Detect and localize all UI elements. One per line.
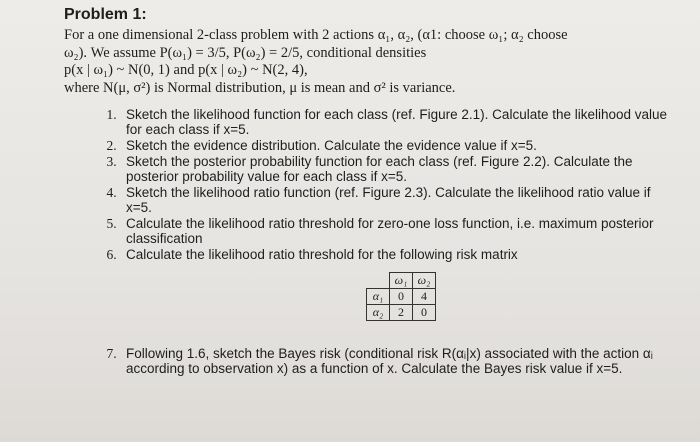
corner-cell <box>367 273 390 289</box>
matrix-cell: 2 <box>390 305 413 321</box>
task-list <box>64 107 680 376</box>
task-item-1: 1. Sketch the likelihood function for each class (ref. Figure 2.1). Calculate the likelihood value for each class if x=5. <box>120 107 680 137</box>
row-header: α₁ <box>367 289 390 305</box>
row-header: α₂ <box>367 305 390 321</box>
risk-matrix-wrapper <box>126 262 680 330</box>
intro-line: p(x | ω₁) ~ N(0, 1) and p(x | ω₂) ~ N(2, 4), <box>64 62 308 78</box>
intro-line: For a one dimensional 2-class problem with 2 actions α₁, α₂, (α1: choose ω₁; α₂ choose <box>64 27 568 43</box>
task-item-5: 5. Calculate the likelihood ratio threshold for zero-one loss function, i.e. maximum posterior classification <box>120 216 680 246</box>
matrix-cell: 0 <box>413 305 436 321</box>
task-item-4: 4. Sketch the likelihood ratio function (ref. Figure 2.3). Calculate the likelihood ratio value if x=5. <box>120 185 680 215</box>
task-item-7: 7. Following 1.6, sketch the Bayes risk (conditional risk R(αᵢ|x) associated with the action αᵢ according to observation x) as a function of x. Calculate the Bayes risk value if x=5. <box>120 346 680 376</box>
task-item-2: 2. Sketch the evidence distribution. Calculate the evidence value if x=5. <box>120 138 680 153</box>
task-item-6: 6. Calculate the likelihood ratio threshold for the following risk matrix ω₁ ω₂ α₁ 0 4 α₂ 2 0 <box>120 247 680 330</box>
task-item-3: 3. Sketch the posterior probability function for each class (ref. Figure 2.2). Calculate the posterior probability value for each class if x=5. <box>120 154 680 184</box>
problem-title: Problem 1: <box>64 6 147 23</box>
matrix-cell: 0 <box>390 289 413 305</box>
intro-line: where N(μ, σ²) is Normal distribution, μ is mean and σ² is variance. <box>64 79 456 96</box>
matrix-cell: 4 <box>413 289 436 305</box>
problem-intro <box>64 27 680 97</box>
col-header: ω₂ <box>413 273 436 289</box>
col-header: ω₁ <box>390 273 413 289</box>
risk-matrix <box>366 272 436 321</box>
intro-line: ω₂). We assume P(ω₁) = 3/5, P(ω₂) = 2/5, conditional densities <box>64 44 427 61</box>
